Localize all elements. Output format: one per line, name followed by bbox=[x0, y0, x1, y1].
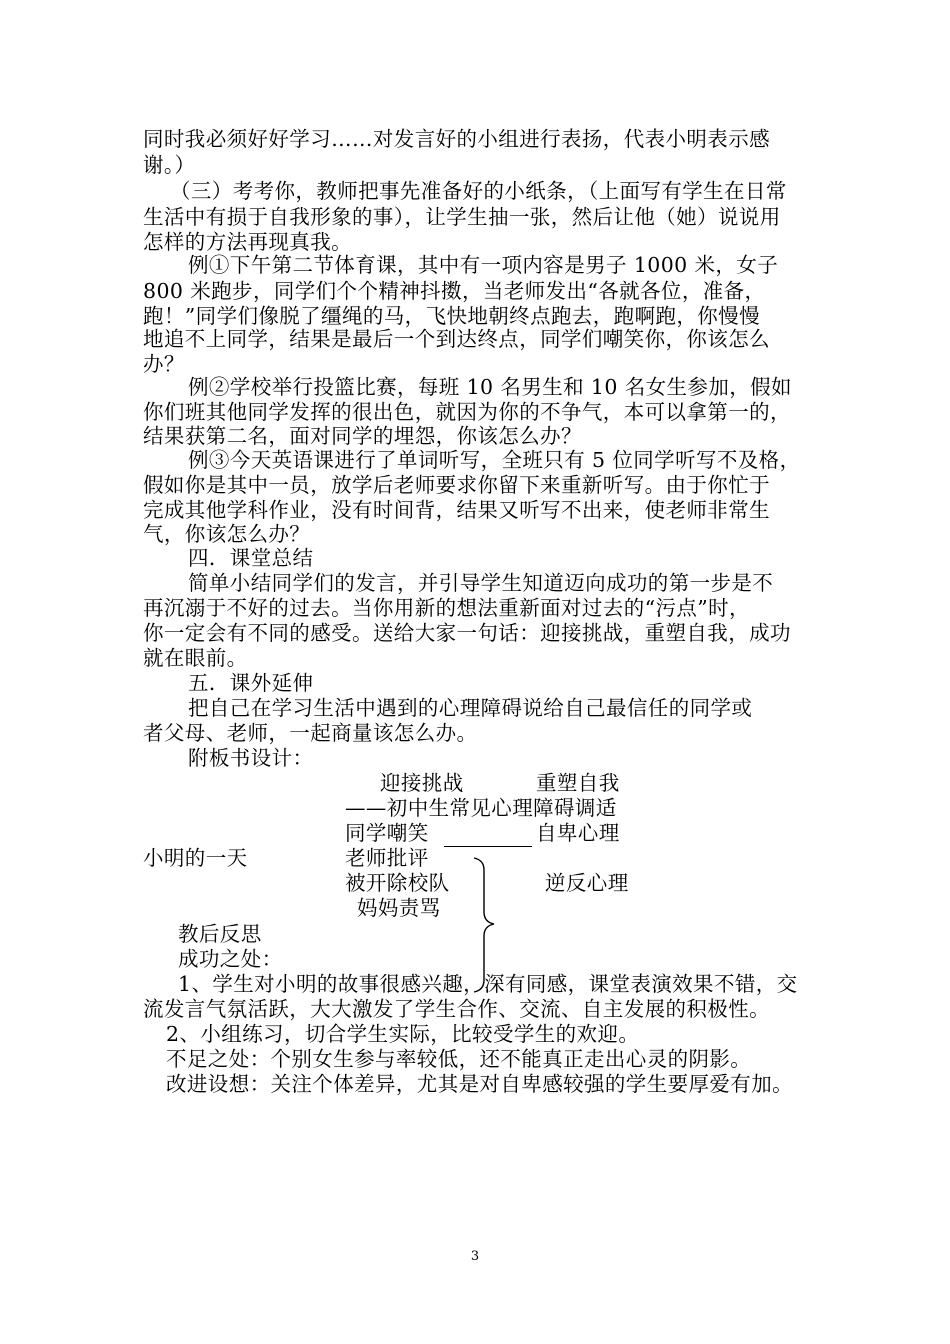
text-line: 你们班其他同学发挥的很出色，就因为你的不争气，本可以拿第一的， bbox=[143, 400, 791, 424]
board-title-right: 重塑自我 bbox=[536, 771, 620, 795]
text-line: 气，你该怎么办？ bbox=[143, 522, 311, 546]
board-title-left: 迎接挑战 bbox=[380, 771, 464, 795]
board-topic: 小明的一天 bbox=[143, 846, 248, 870]
text-line: 地追不上同学，结果是最后一个到达终点，同学们嘲笑你，你该怎么 bbox=[143, 327, 770, 351]
text-line: 你一定会有不同的感受。送给大家一句话：迎接挑战，重塑自我，成功 bbox=[143, 621, 791, 645]
board-subtitle: ——初中生常见心理障碍调适 bbox=[345, 796, 617, 820]
text-line: 者父母、老师，一起商量该怎么办。 bbox=[143, 721, 478, 745]
text-line: 结果获第二名，面对同学的埋怨，你该怎么办？ bbox=[143, 424, 582, 448]
text-line: 例②学校举行投篮比赛，每班 10 名男生和 10 名女生参加，假如 bbox=[188, 375, 792, 399]
text-line: 不足之处：个别女生参与率较低，还不能真正走出心灵的阴影。 bbox=[166, 1047, 752, 1071]
text-line: 成功之处： bbox=[178, 947, 283, 971]
text-line: 附板书设计： bbox=[188, 746, 314, 770]
section-heading: 四．课堂总结 bbox=[188, 546, 314, 570]
text-line: 办？ bbox=[143, 352, 185, 376]
board-item: 妈妈责骂 bbox=[357, 896, 441, 920]
section-heading: 教后反思 bbox=[178, 922, 262, 946]
text-line: 简单小结同学们的发言，并引导学生知道迈向成功的第一步是不 bbox=[188, 571, 774, 595]
text-line: 再沉溺于不好的过去。当你用新的想法重新面对过去的“污点”时， bbox=[143, 596, 750, 620]
board-result: 自卑心理 bbox=[536, 821, 620, 845]
text-line: 就在眼前。 bbox=[143, 646, 248, 670]
text-line: 流发言气氛活跃，大大激发了学生合作、交流、自主发展的积极性。 bbox=[143, 997, 770, 1021]
board-result: 逆反心理 bbox=[545, 871, 629, 895]
section-heading: 五．课外延伸 bbox=[188, 671, 314, 695]
text-line: 例③今天英语课进行了单词听写，全班只有 5 位同学听写不及格， bbox=[188, 448, 801, 472]
text-line: 同时我必须好好学习……对发言好的小组进行表扬，代表小明表示感 bbox=[143, 127, 770, 151]
text-line: 改进设想：关注个体差异，尤其是对自卑感较强的学生要厚爱有加。 bbox=[166, 1072, 793, 1096]
text-line: 谢。） bbox=[143, 153, 196, 177]
board-item: 同学嘲笑 bbox=[345, 821, 429, 845]
text-line: 800 米跑步，同学们个个精神抖擞，当老师发出“各就各位，准备， bbox=[143, 279, 766, 303]
text-line: 假如你是其中一员，放学后老师要求你留下来重新听写。由于你忙于 bbox=[143, 473, 770, 497]
text-line: 1、学生对小明的故事很感兴趣，深有同感，课堂表演效果不错，交 bbox=[178, 972, 798, 996]
text-line: 生活中有损于自我形象的事），让学生抽一张，然后让他（她）说说用 bbox=[143, 205, 781, 229]
board-item: 老师批评 bbox=[345, 846, 429, 870]
text-line: 完成其他学科作业，没有时间背，结果又听写不出来，使老师非常生 bbox=[143, 498, 770, 522]
text-line: 把自己在学习生活中遇到的心理障碍说给自己最信任的同学或 bbox=[188, 696, 753, 720]
text-line: 例①下午第二节体育课，其中有一项内容是男子 1000 米，女子 bbox=[188, 253, 779, 277]
text-line: 2、小组练习，切合学生实际，比较受学生的欢迎。 bbox=[166, 1022, 640, 1046]
connector-line bbox=[444, 846, 532, 847]
text-line: 跑！”同学们像脱了缰绳的马，飞快地朝终点跑去，跑啊跑，你慢慢 bbox=[143, 304, 760, 328]
text-line: 怎样的方法再现真我。 bbox=[143, 230, 352, 254]
page-number: 3 bbox=[470, 1249, 480, 1264]
text-line: （三）考考你，教师把事先准备好的小纸条，（上面写有学生在日常 bbox=[170, 179, 787, 203]
board-item: 被开除校队 bbox=[345, 871, 450, 895]
